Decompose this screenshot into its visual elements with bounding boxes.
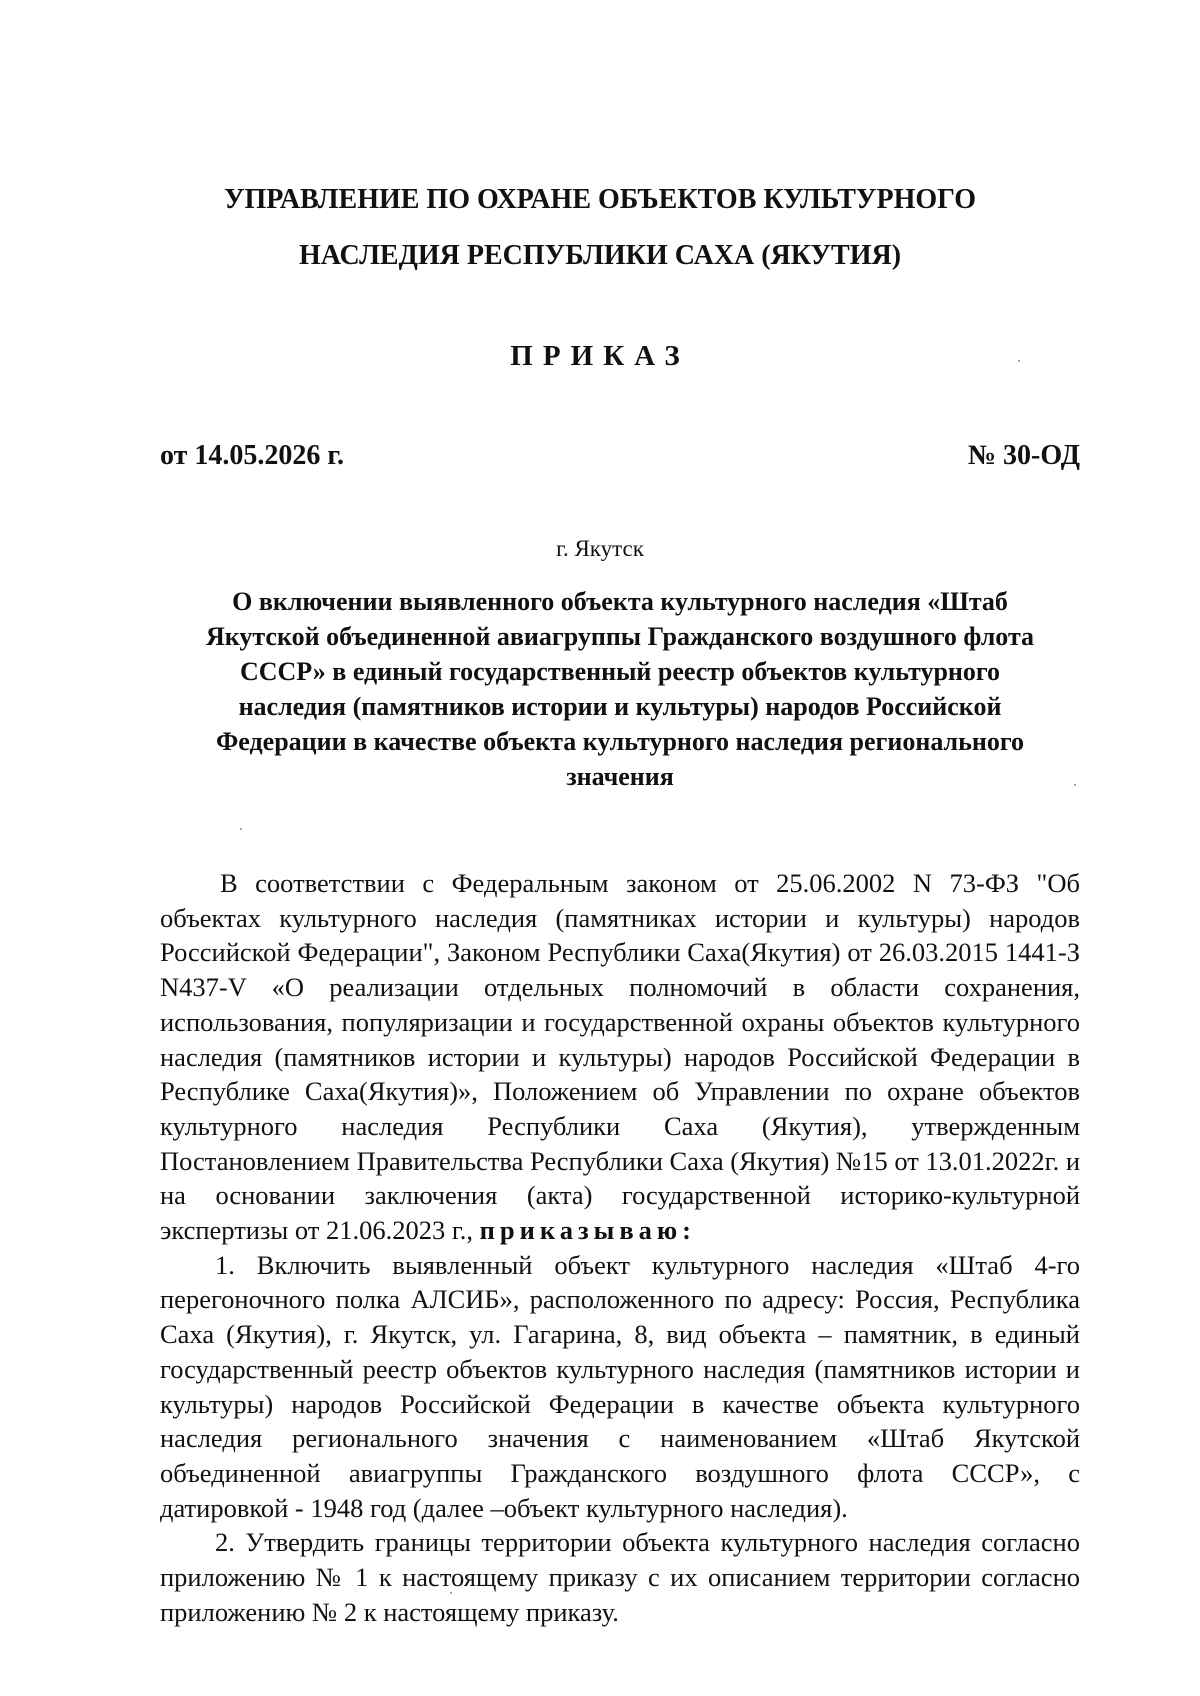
- subject-line: О включении выявленного объекта культурного наследия «Штаб: [232, 587, 1008, 616]
- preamble-text: В соответствии с Федеральным законом от 25.06.2002 N 73-ФЗ "Об объектах культурного наследия (памятниках истории и культуры) народов Российской Федерации", Законом Республики Саха(Якутия) от 26.03.2015 1441-З N437-V «О реализации отдельных полномочий в области сохранения, использования, популяризации и государственной охраны объектов культурного наследия (памятников истории и культуры) народов Российской Федерации в Республике Саха(Якутия)», Положением об Управлении по охране объектов культурного наследия Республики Саха (Якутия), утвержденным Постановлением Правительства Республики Саха (Якутия) №15 от 13.01.2022г. и на основании заключения (акта) государственной историко-культурной экспертизы от 21.06.2023 г.,: [160, 868, 1080, 1246]
- scan-speck: [1074, 784, 1076, 786]
- city: г. Якутск: [556, 536, 644, 561]
- order-number: № 30-ОД: [967, 440, 1080, 471]
- scan-speck: [240, 828, 242, 830]
- organization-title: [150, 172, 1050, 284]
- order-word: приказываю:: [479, 1215, 696, 1246]
- organization-title-line-1: УПРАВЛЕНИЕ ПО ОХРАНЕ ОБЪЕКТОВ КУЛЬТУРНОГО: [223, 184, 977, 215]
- subject-line: значения: [566, 762, 674, 791]
- subject-line: Федерации в качестве объекта культурного наследия регионального: [215, 727, 1025, 756]
- order-item-2: 2. Утвердить границы территории объекта культурного наследия согласно приложению № 1 к настоящему приказу с их описанием территории согласно приложению № 2 к настоящему приказу.: [160, 1527, 1080, 1627]
- order-subject: [160, 584, 1080, 794]
- date-number-line: [160, 440, 1080, 472]
- subject-line: наследия (памятников истории и культуры) народов Российской: [238, 692, 1002, 721]
- preamble-paragraph: [160, 866, 1080, 1248]
- organization-title-line-2: НАСЛЕДИЯ РЕСПУБЛИКИ САХА (ЯКУТИЯ): [298, 240, 902, 271]
- order-date: от 14.05.2026 г.: [160, 440, 344, 471]
- subject-line: СССР» в единый государственный реестр объектов культурного: [239, 657, 1001, 686]
- order-body: [160, 866, 1080, 1629]
- scan-speck: [450, 1592, 452, 1594]
- scan-speck: [1018, 360, 1020, 362]
- order-item-1: 1. Включить выявленный объект культурного наследия «Штаб 4-го перегоночного полка АЛСИБ», расположенного по адресу: Россия, Республика Саха (Якутия), г. Якутск, ул. Гагарина, 8, вид объекта – памятник, в единый государственный реестр объектов культурного наследия (памятников истории и культуры) народов Российской Федерации в качестве объекта культурного наследия регионального значения с наименованием «Штаб Якутской объединенной авиагруппы Гражданского воздушного флота СССР», с датировкой - 1948 год (далее –объект культурного наследия).: [160, 1249, 1080, 1523]
- subject-line: Якутской объединенной авиагруппы Гражданского воздушного флота: [205, 622, 1035, 651]
- document-type: ПРИКАЗ: [510, 340, 690, 372]
